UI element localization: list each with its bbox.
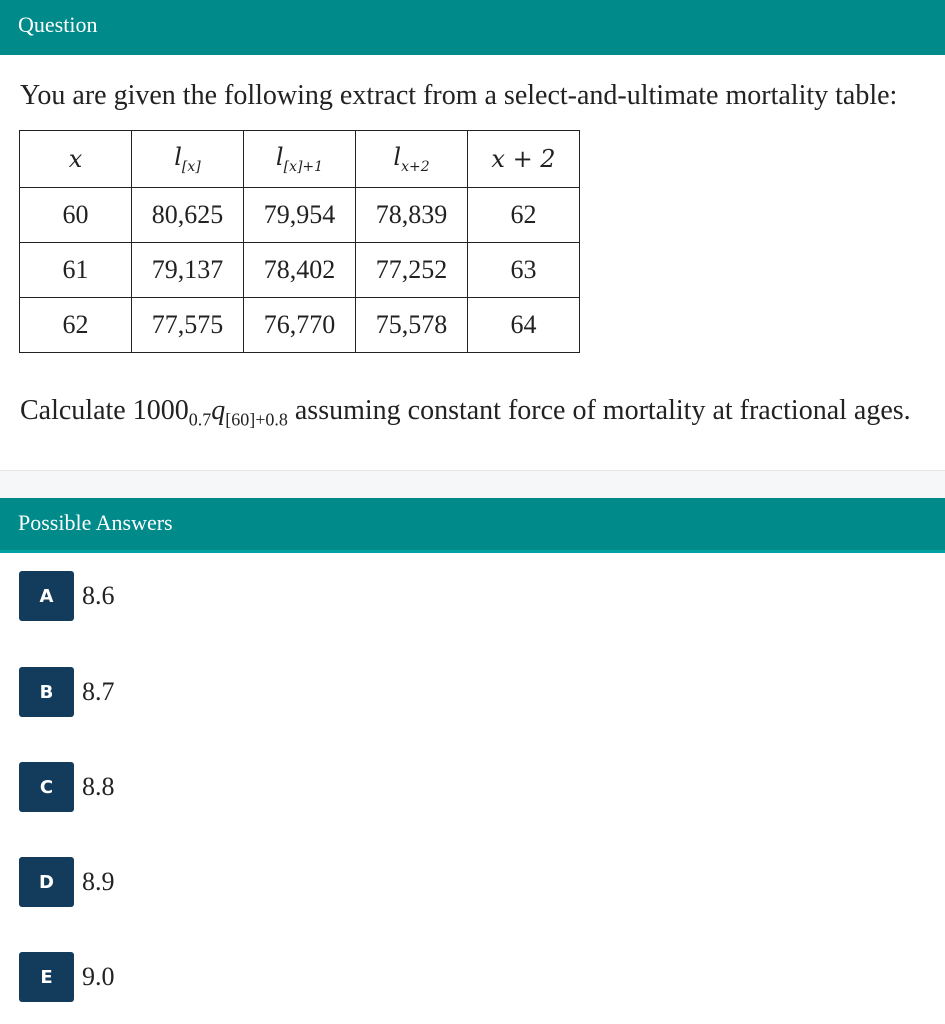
header-l-ultimate-base: l xyxy=(393,143,402,172)
header-l-ultimate xyxy=(356,131,468,188)
header-l-select-plus1-base: l xyxy=(275,143,284,172)
table-cell: 63 xyxy=(468,243,580,298)
answer-value: 8.8 xyxy=(82,772,115,801)
answer-option-d[interactable] xyxy=(19,857,115,907)
table-header-row xyxy=(20,131,580,188)
table-cell: 76,770 xyxy=(244,298,356,353)
answer-option-a[interactable] xyxy=(19,571,115,621)
table-cell: 75,578 xyxy=(356,298,468,353)
answer-value: 8.6 xyxy=(82,581,115,610)
answer-option-e[interactable] xyxy=(19,952,115,1002)
answer-letter-badge[interactable]: E xyxy=(19,952,74,1002)
header-x-plus-2: x + 2 xyxy=(468,131,580,188)
answer-letter-badge[interactable]: D xyxy=(19,857,74,907)
answer-value: 8.9 xyxy=(82,867,115,896)
table-cell: 79,137 xyxy=(132,243,244,298)
table-row xyxy=(20,243,580,298)
table-cell: 80,625 xyxy=(132,188,244,243)
table-row xyxy=(20,298,580,353)
header-l-select xyxy=(132,131,244,188)
mortality-table xyxy=(19,130,580,353)
answer-option-c[interactable] xyxy=(19,762,115,812)
answer-value: 9.0 xyxy=(82,962,115,991)
header-l-select-plus1 xyxy=(244,131,356,188)
header-l-select-sub: [x] xyxy=(181,158,201,175)
answer-letter-badge[interactable]: C xyxy=(19,762,74,812)
table-cell: 62 xyxy=(20,298,132,353)
header-x: x xyxy=(20,131,132,188)
calc-prefix: Calculate 1000 xyxy=(20,395,189,426)
table-cell: 79,954 xyxy=(244,188,356,243)
answers-header: Possible Answers xyxy=(0,498,945,553)
table-cell: 64 xyxy=(468,298,580,353)
table-cell: 77,252 xyxy=(356,243,468,298)
table-cell: 60 xyxy=(20,188,132,243)
answer-value: 8.7 xyxy=(82,677,115,706)
header-l-select-base: l xyxy=(174,143,182,172)
answer-option-b[interactable] xyxy=(19,667,115,717)
table-row xyxy=(20,188,580,243)
calc-suffix: assuming constant force of mortality at fractional ages. xyxy=(287,395,911,426)
question-prompt xyxy=(20,395,911,431)
question-header: Question xyxy=(0,0,945,55)
calc-q: q xyxy=(211,395,226,426)
table-cell: 61 xyxy=(20,243,132,298)
header-l-select-plus1-sub: [x]+1 xyxy=(283,158,324,175)
table-cell: 62 xyxy=(468,188,580,243)
answer-letter-badge[interactable]: A xyxy=(19,571,74,621)
table-cell: 78,402 xyxy=(244,243,356,298)
section-gap xyxy=(0,471,945,498)
answer-letter-badge[interactable]: B xyxy=(19,667,74,717)
table-cell: 78,839 xyxy=(356,188,468,243)
calc-sub-duration: 0.7 xyxy=(188,409,212,430)
question-intro: You are given the following extract from a select-and-ultimate mortality table: xyxy=(20,80,898,111)
calc-sub-age: [60]+0.8 xyxy=(225,409,288,430)
header-l-ultimate-sub: x+2 xyxy=(401,158,430,175)
table-cell: 77,575 xyxy=(132,298,244,353)
